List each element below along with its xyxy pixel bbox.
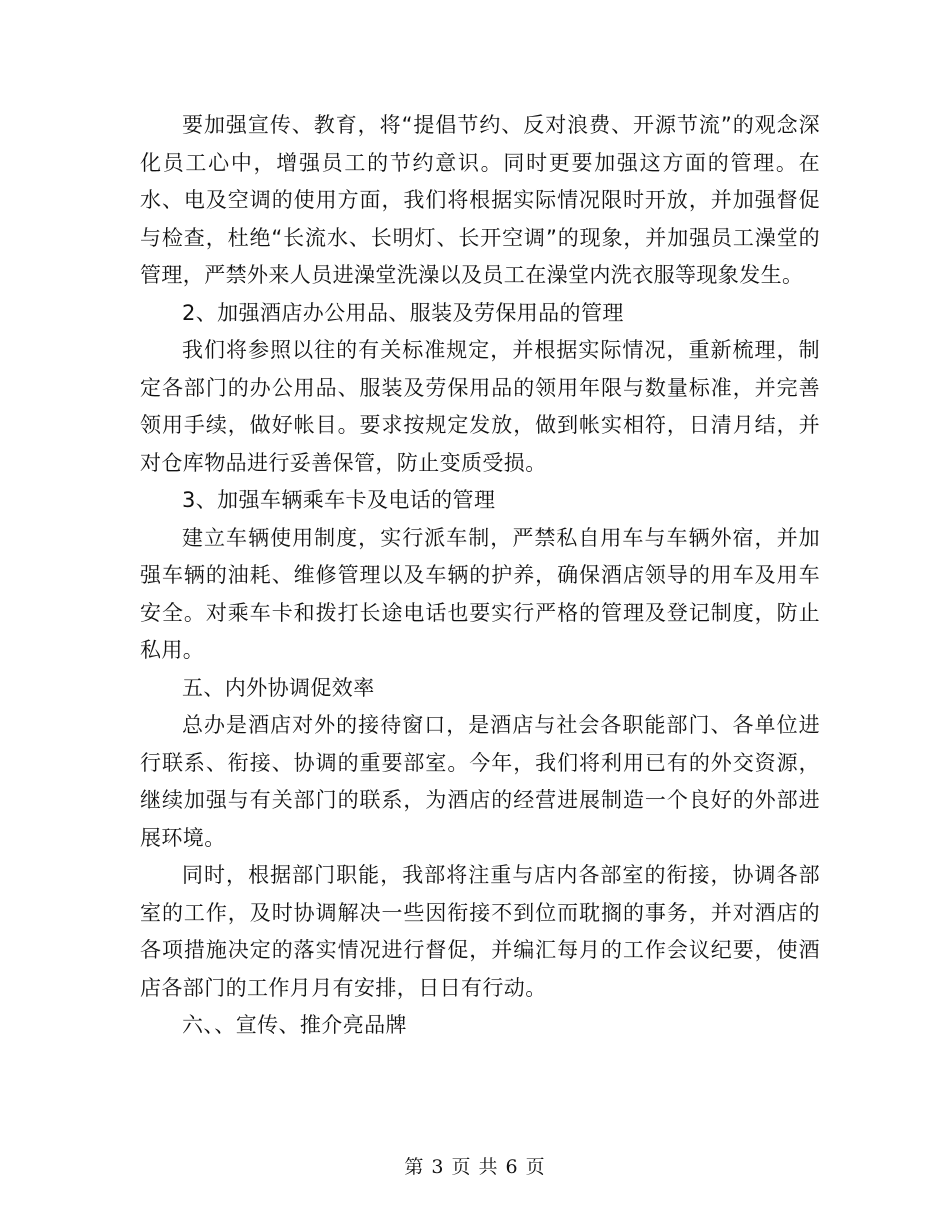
heading-office-supplies: 2、加强酒店办公用品、服装及劳保用品的管理 (182, 300, 624, 325)
paragraph-energy-saving: 要加强宣传、教育，将“提倡节约、反对浪费、开源节流”的观念深化员工心中，增强员工的节约意识。同时更要加强这方面的管理。在水、电及空调的使用方面，我们将根据实际情况限时开放，并加强督促与检查，杜绝“长流水、长明灯、长开空调”的现象，并加强员工澡堂的管理，严禁外来人员进澡堂洗澡以及员工在澡堂内洗衣服等现象发生。 (140, 113, 820, 287)
paragraph-office-supplies: 我们将参照以往的有关标准规定，并根据实际情况，重新梳理，制定各部门的办公用品、服装及劳保用品的领用年限与数量标准，并完善领用手续，做好帐目。要求按规定发放，做到帐实相符，日清月结，并对仓库物品进行妥善保管，防止变质受损。 (140, 338, 820, 475)
paragraph-external-coordination: 总办是酒店对外的接待窗口，是酒店与社会各职能部门、各单位进行联系、衔接、协调的重要部室。今年，我们将利用已有的外交资源，继续加强与有关部门的联系，为酒店的经营进展制造一个良好的外部进展环境。 (140, 713, 820, 850)
heading-coordination: 五、内外协调促效率 (182, 675, 375, 700)
page-number-footer: 第 3 页 共 6 页 (404, 1156, 546, 1178)
heading-promotion: 六、、宣传、推介亮品牌 (182, 1013, 407, 1037)
paragraph-internal-coordination: 同时，根据部门职能，我部将注重与店内各部室的衔接，协调各部室的工作，及时协调解决一些因衔接不到位而耽搁的事务，并对酒店的各项措施决定的落实情况进行督促，并编汇每月的工作会议纪要，使酒店各部门的工作月月有安排，日日有行动。 (140, 863, 820, 1000)
document-body (140, 107, 820, 1045)
heading-vehicles-phone: 3、加强车辆乘车卡及电话的管理 (182, 488, 496, 512)
paragraph-vehicles-phone: 建立车辆使用制度，实行派车制，严禁私自用车与车辆外宿，并加强车辆的油耗、维修管理以及车辆的护养，确保酒店领导的用车及用车安全。对乘车卡和拨打长途电话也要实行严格的管理及登记制度，防止私用。 (140, 525, 820, 662)
